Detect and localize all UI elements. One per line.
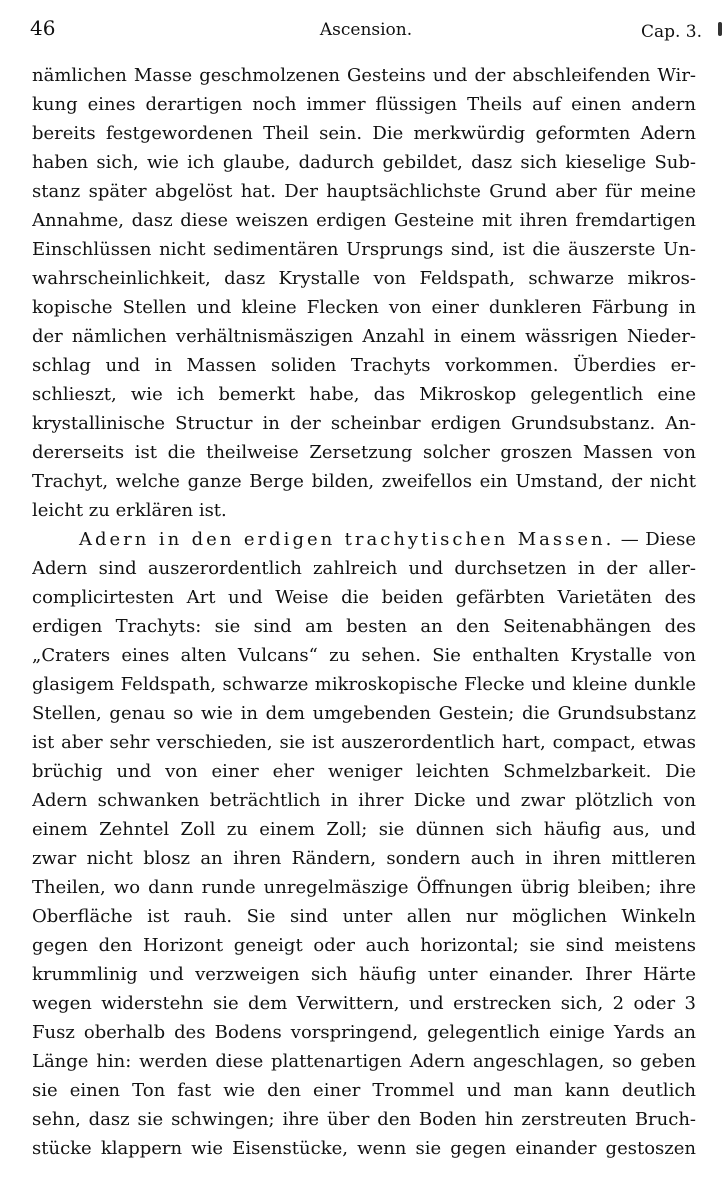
text-line: Adern sind auszerordentlich zahlreich und durchsetzen in der aller- [32, 558, 696, 579]
body-text [32, 61, 696, 1163]
text-line: haben sich, wie ich glaube, dadurch gebildet, dasz sich kieselige Sub- [32, 152, 696, 173]
text-line: Adern schwanken beträchtlich in ihrer Dicke und zwar plötzlich von [32, 790, 696, 811]
text-line: wahrscheinlichkeit, dasz Krystalle von Feldspath, schwarze mikros- [32, 268, 696, 289]
text-line: Einschlüssen nicht sedimentären Ursprungs sind, ist die äuszerste Un- [32, 239, 696, 260]
text-line: leicht zu erklären ist. [32, 500, 227, 521]
section-first-line [32, 525, 696, 554]
text-line: glasigem Feldspath, schwarze mikroskopische Flecke und kleine dunkle [32, 674, 696, 695]
text-line: schlieszt, wie ich bemerkt habe, das Mikroskop gelegentlich eine [32, 384, 696, 405]
text-line: einem Zehntel Zoll zu einem Zoll; sie dünnen sich häufig aus, und [32, 819, 696, 840]
paragraph-1 [32, 61, 696, 525]
text-line: „Craters eines alten Vulcans“ zu sehen. Sie enthalten Krystalle von [32, 645, 696, 666]
text-line: stücke klappern wie Eisenstücke, wenn sie gegen einander gestoszen [32, 1138, 696, 1159]
text-line: Trachyt, welche ganze Berge bilden, zweifellos ein Umstand, der nicht [32, 471, 696, 492]
text-line: ist aber sehr verschieden, sie ist auszerordentlich hart, compact, etwas [32, 732, 696, 753]
text-line: stanz später abgelöst hat. Der hauptsächlichste Grund aber für meine [32, 181, 696, 202]
text-line: gegen den Horizont geneigt oder auch horizontal; sie sind meistens [32, 935, 696, 956]
text-line: bereits festgewordenen Theil sein. Die merkwürdig geformten Adern [32, 123, 696, 144]
text-line: krystallinische Structur in der scheinbar erdigen Grundsubstanz. An- [32, 413, 696, 434]
text-line: Fusz oberhalb des Bodens vorspringend, gelegentlich einige Yards an [32, 1022, 696, 1043]
text-line: nämlichen Masse geschmolzenen Gesteins und der abschleifenden Wir- [32, 65, 696, 86]
paragraph-2 [32, 525, 696, 1163]
text-line: sie einen Ton fast wie den einer Trommel und man kann deutlich [32, 1080, 696, 1101]
text-line: der nämlichen verhältnismäszigen Anzahl in einem wässrigen Nieder- [32, 326, 696, 347]
chapter-label: Cap. 3. [640, 22, 702, 42]
text-line: erdigen Trachyts: sie sind am besten an den Seitenabhängen des [32, 616, 696, 637]
text-line: Stellen, genau so wie in dem umgebenden Gestein; die Grundsubstanz [32, 703, 696, 724]
section-heading: Adern in den erdigen trachytischen Massen. [79, 529, 615, 550]
page-header [30, 14, 702, 42]
text-line: complicirtesten Art und Weise die beiden gefärbten Varietäten des [32, 587, 696, 608]
text-line: Annahme, dasz diese weiszen erdigen Gesteine mit ihren fremdartigen [32, 210, 696, 231]
section-first-line-text: — Diese [614, 529, 696, 550]
text-line: Theilen, wo dann runde unregelmäszige Öffnungen übrig bleiben; ihre [32, 877, 696, 898]
text-line: sehn, dasz sie schwingen; ihre über den Boden hin zerstreuten Bruch- [32, 1109, 696, 1130]
text-line: wegen widerstehn sie dem Verwittern, und erstrecken sich, 2 oder 3 [32, 993, 696, 1014]
running-title: Ascension. [319, 20, 413, 40]
text-line: brüchig und von einer eher weniger leichten Schmelzbarkeit. Die [32, 761, 696, 782]
text-line: kung eines derartigen noch immer flüssigen Theils auf einen andern [32, 94, 696, 115]
text-line: zwar nicht blosz an ihren Rändern, sondern auch in ihren mittleren [32, 848, 696, 869]
text-line: kopische Stellen und kleine Flecken von einer dunkleren Färbung in [32, 297, 696, 318]
text-line: dererseits ist die theilweise Zersetzung solcher groszen Massen von [32, 442, 696, 463]
page-number: 46 [30, 16, 56, 40]
text-line: Länge hin: werden diese plattenartigen Adern angeschlagen, so geben [32, 1051, 696, 1072]
text-line: Oberfläche ist rauh. Sie sind unter allen nur möglichen Winkeln [32, 906, 696, 927]
page-edge-mark [718, 22, 722, 36]
text-line: schlag und in Massen soliden Trachyts vorkommen. Überdies er- [32, 355, 696, 376]
text-line: krummlinig und verzweigen sich häufig unter einander. Ihrer Härte [32, 964, 696, 985]
